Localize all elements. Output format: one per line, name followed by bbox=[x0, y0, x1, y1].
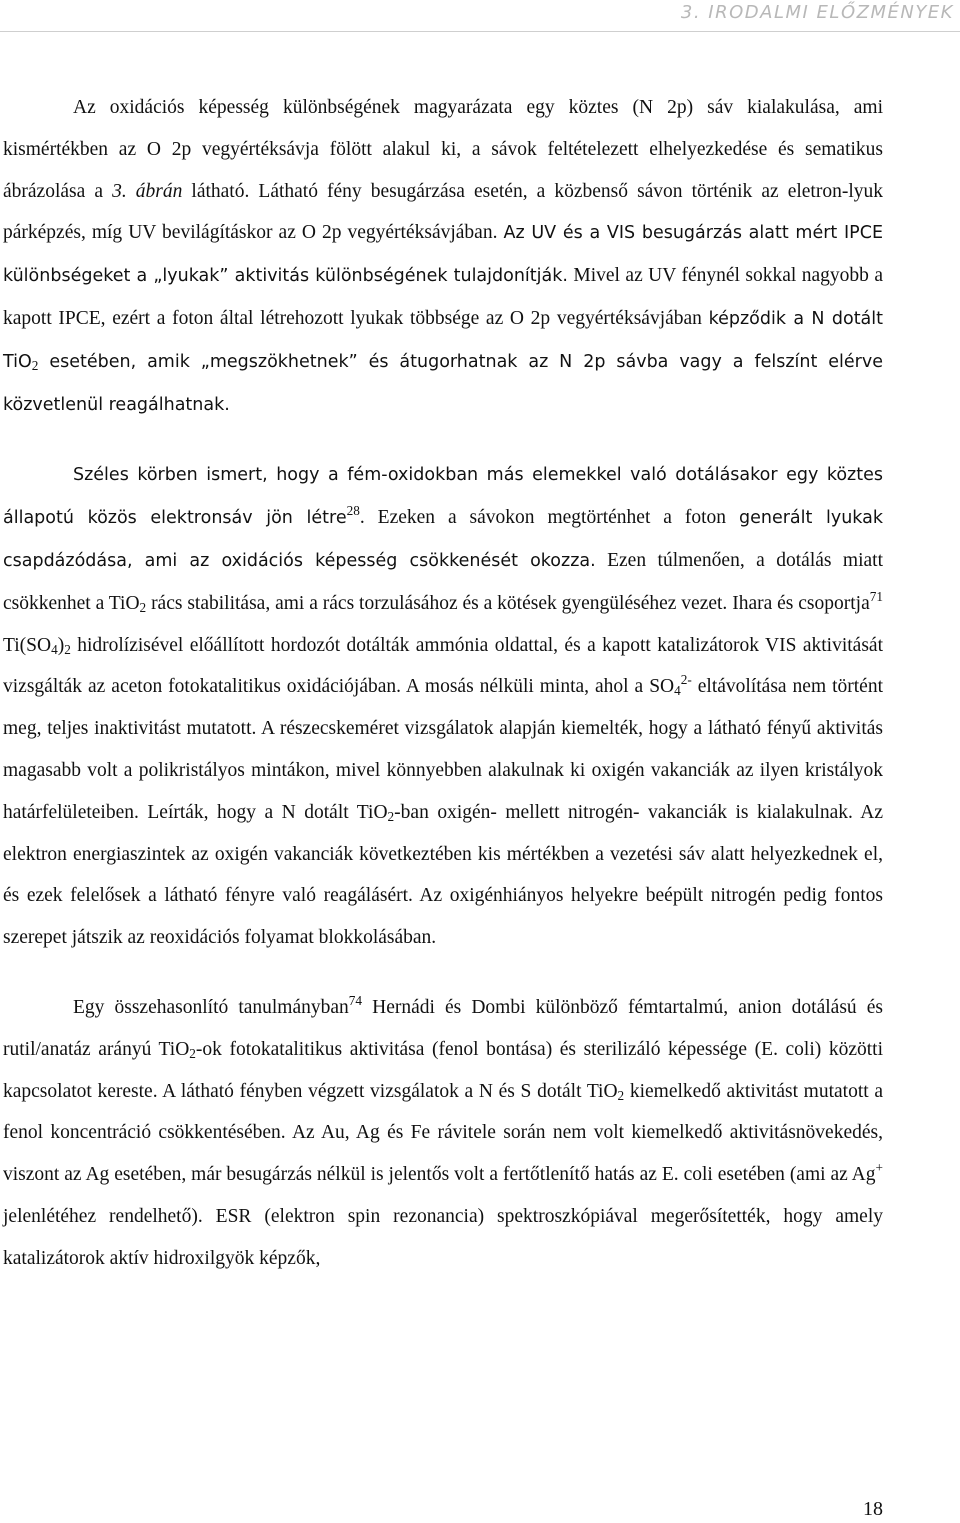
text-run: Egy összehasonlító tanulmányban bbox=[73, 996, 349, 1018]
text-run: Mivel az UV fénynél sokkal nagyobb a kapott IPCE, ezért a foton által létrehozott lyukak többsége az O 2p vegyértéksávjában bbox=[3, 265, 883, 329]
subscript: 2 bbox=[64, 641, 71, 657]
text-run: képződik a N dotált TiO bbox=[3, 308, 884, 372]
text-run: ) bbox=[57, 634, 65, 656]
running-header: 3. IRODALMI ELŐZMÉNYEK bbox=[680, 2, 954, 23]
text-run: Hernádi és Dombi különböző fémtartalmú, anion dotálású és rutil/anatáz arányú TiO bbox=[3, 996, 883, 1060]
text-run: kiemelkedő aktivitást mutatott a fenol koncentráció csökkentésében. Az Au, Ag és Fe rávitele során nem volt kiemelkedő aktivitásnövekedés, viszont az Ag esetében, már besugárzás nélkül is jelentős volt a fertőtlenítő hatás az E. coli esetében (ami az Ag bbox=[3, 1080, 883, 1186]
text-run: -ban oxigén- mellett nitrogén- vakanciák is kialakulnak. Az elektron energiaszintek az oxigén vakanciák következtében kis mértékben a vezetési sáv alatt helyezkednek el, és ezek felelősek a látható fényre való reagálásért. Az oxigénhiányos helyekre beépült nitrogén pedig fontos szerepet játszik az reoxidációs folyamat blokkolásában. bbox=[3, 801, 884, 949]
subscript: 2 bbox=[387, 808, 395, 824]
header-divider bbox=[0, 31, 960, 32]
text-run: Az oxidációs képesség különbségének magyarázata egy köztes (N 2p) sáv kialakulása, ami kismértékben az O 2p vegyértéksávja fölött alakul ki, a sávok feltételezett elhelyezkedése és sematikus ábrázolása a bbox=[3, 97, 883, 202]
paragraph-3 bbox=[3, 987, 883, 1280]
text-run: generált lyukak csapdázódása, ami az oxidációs képesség csökkenését okozza. bbox=[3, 508, 883, 571]
text-run: esetében, amik „megszökhetnek” és átugorhatnak az N 2p sávba vagy a felszínt elérve közvetlenül reagálhatnak. bbox=[3, 351, 883, 415]
superscript: + bbox=[875, 1159, 883, 1175]
superscript: 28 bbox=[346, 502, 360, 518]
subscript: 2 bbox=[31, 357, 39, 373]
page-number: 18 bbox=[863, 1498, 883, 1520]
paragraph-1 bbox=[3, 87, 883, 426]
paragraph-2 bbox=[3, 454, 883, 959]
text-run: 3. ábrán bbox=[112, 180, 183, 202]
text-run: Ezen túlmenően, a dotálás miatt csökkenhet a TiO bbox=[3, 549, 883, 614]
text-run: . Ezeken a sávokon megtörténhet a foton bbox=[359, 507, 739, 529]
text-run: hidrolízisével előállított hordozót dotálták ammónia oldattal, és a kapott katalizátorok VIS aktivitását vizsgálták az aceton fotokatalitikus oxidációjában. A mosás nélküli minta, ahol a SO bbox=[3, 634, 883, 698]
text-run: Ti(SO bbox=[3, 634, 52, 656]
subscript: 4 bbox=[51, 641, 58, 657]
text-run: eltávolítása nem történt meg, teljes inaktivitást mutatott. A részecskeméret vizsgálatok alapján kiemelték, hogy a látható fényű aktivitás magasabb volt a polikristályos mintákon, mivel könnyebben alakulnak ki oxigén vakanciák az ilyen kristályok határfelületeiben. Leírták, hogy a N dotált TiO bbox=[3, 676, 883, 823]
subscript: 2 bbox=[617, 1087, 625, 1103]
superscript: 2- bbox=[680, 672, 692, 688]
subscript: 2 bbox=[139, 599, 147, 615]
body-text bbox=[3, 87, 883, 1308]
text-run: látható. Látható fény besugárzása esetén, a közbenső sávon történik az eletron-lyuk párképzés, míg UV bevilágításkor az O 2p vegyértéksávjában. bbox=[3, 180, 884, 244]
text-run: rács stabilitása, ami a rács torzulásához és a kötések gyengüléséhez vezet. Ihara és csoportja bbox=[146, 592, 870, 614]
text-run: Széles körben ismert, hogy a fém-oxidokban más elemekkel való dotálásakor egy köztes állapotú közös elektronsáv jön létre bbox=[3, 465, 883, 529]
text-run: -ok fotokatalitikus aktivitása (fenol bontása) és sterilizáló képessége (E. coli) közötti kapcsolatot kereste. A látható fényben végzett vizsgálatok a N és S dotált TiO bbox=[3, 1038, 883, 1102]
text-run: Az UV és a VIS besugárzás alatt mért IPCE különbségeket a „lyukak” aktivitás különbségének tulajdonítják. bbox=[3, 223, 883, 287]
superscript: 71 bbox=[869, 588, 884, 604]
superscript: 74 bbox=[348, 992, 363, 1008]
text-run: jelenlétéhez rendelhető). ESR (elektron spin rezonancia) spektroszkópiával megerősítették, hogy amely katalizátorok aktív hidroxilgyök képzők, bbox=[3, 1205, 883, 1269]
subscript: 4 bbox=[674, 683, 681, 699]
subscript: 2 bbox=[189, 1045, 196, 1061]
